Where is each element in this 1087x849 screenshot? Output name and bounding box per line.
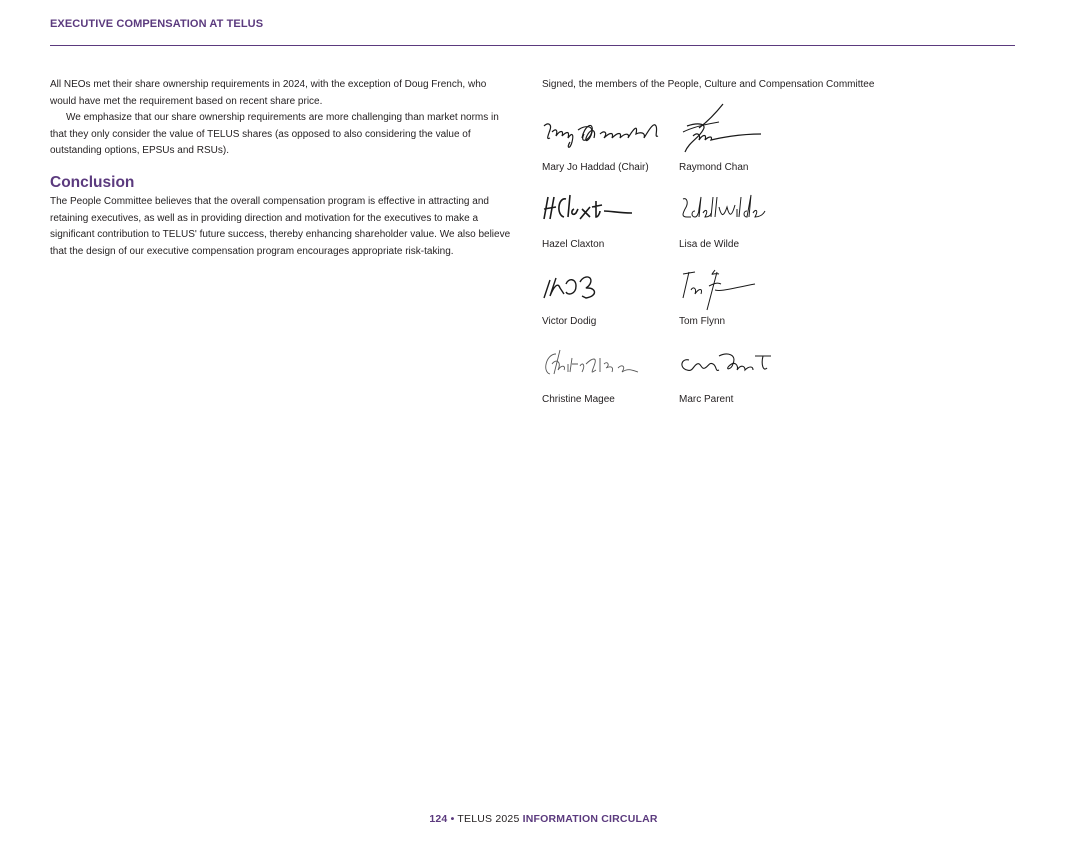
share-ownership-paragraph: All NEOs met their share ownership requirements in 2024, with the exception of Doug French, who would have met the requirement based on recent share price. xyxy=(50,79,487,107)
signature-block-magee xyxy=(542,344,672,405)
right-column xyxy=(542,77,1022,93)
page-footer xyxy=(0,813,1087,825)
signature-image-magee xyxy=(542,344,672,386)
left-column xyxy=(50,77,512,260)
signed-statement: Signed, the members of the People, Culture and Compensation Committee xyxy=(542,79,875,90)
header-divider xyxy=(50,45,1015,46)
signatory-name: Lisa de Wilde xyxy=(679,239,740,250)
signature-block-chan xyxy=(679,112,809,173)
conclusion-paragraph: The People Committee believes that the overall compensation program is effective in attracting and retaining executives, as well as in providing direction and motivation for the executives to make a significant contribution to TELUS' future success, thereby enhancing shareholder value. We also believe that the design of our executive compensation program encourages appropriate risk-taking. xyxy=(50,195,511,257)
signatory-name: Tom Flynn xyxy=(679,316,726,327)
signatory-name: Christine Magee xyxy=(542,394,615,405)
signatory-name: Victor Dodig xyxy=(542,316,597,327)
signatory-name: Mary Jo Haddad (Chair) xyxy=(542,162,649,173)
conclusion-heading: Conclusion xyxy=(50,173,135,191)
signature-block-flynn xyxy=(679,266,809,327)
signature-image-dodig xyxy=(542,266,672,308)
page-number: 124 xyxy=(429,813,448,825)
signature-block-dodig xyxy=(542,266,672,327)
signature-image-chan xyxy=(679,112,809,154)
signature-image-dewilde xyxy=(679,189,809,231)
signatory-name: Marc Parent xyxy=(679,394,734,405)
signature-image-claxton xyxy=(542,189,672,231)
section-header: EXECUTIVE COMPENSATION AT TELUS xyxy=(50,18,264,30)
signatory-name: Hazel Claxton xyxy=(542,239,605,250)
signature-block-dewilde xyxy=(679,189,809,250)
footer-document-title: INFORMATION CIRCULAR xyxy=(522,813,658,825)
signature-image-parent xyxy=(679,344,809,386)
footer-bullet: • xyxy=(450,813,455,825)
emphasis-paragraph: We emphasize that our share ownership requirements are more challenging than market norms in that they only consider the value of TELUS shares (as opposed to also considering the value of outstanding options, EPSUs and RSUs). xyxy=(50,112,499,157)
signature-image-haddad xyxy=(542,112,672,154)
signature-block-parent xyxy=(679,344,809,405)
footer-company: TELUS 2025 xyxy=(457,813,520,825)
signatory-name: Raymond Chan xyxy=(679,162,749,173)
signature-image-flynn xyxy=(679,266,809,308)
signature-block-claxton xyxy=(542,189,672,250)
signature-block-haddad xyxy=(542,112,672,173)
